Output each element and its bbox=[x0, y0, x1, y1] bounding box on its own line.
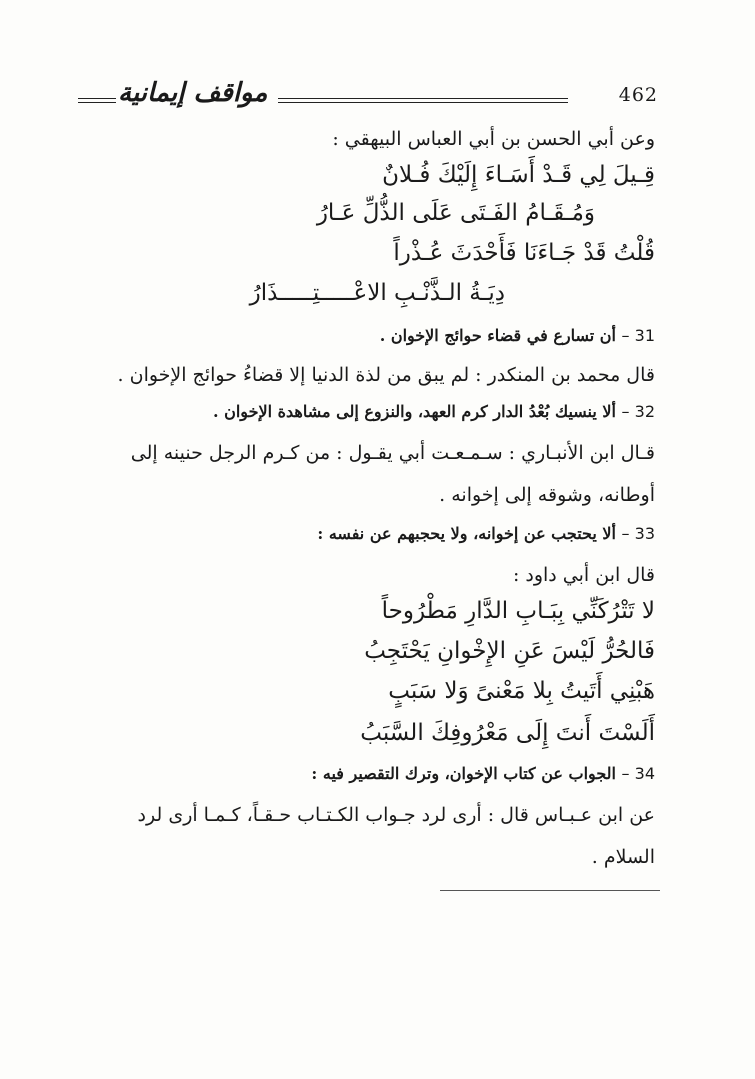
section-title: أن تسارع في قضاء حوائج الإخوان . bbox=[379, 326, 616, 345]
verse-2-first-hemistich: قُلْتُ قَدْ جَـاءَنَا فَأَحْدَثَ عُـذْراً bbox=[393, 240, 655, 266]
verse-4-first-hemistich: هَبْنِي أَتَيتُ بِلا مَعْنىً وَلا سَبَبٍ bbox=[388, 678, 655, 704]
paragraph-31: قال محمد بن المنكدر : لم يبق من لذة الدنيا إلا قضاءُ حوائج الإخوان . bbox=[117, 364, 655, 386]
footnote-separator bbox=[440, 890, 660, 891]
verse-2-second-hemistich: دِيَـةُ الـذَّنْـبِ الاعْـــــتِـــــذَارُ bbox=[249, 280, 505, 306]
paragraph-32-line-1: قـال ابن الأنبـاري : سـمـعـت أبي يقـول : من كـرم الرجل حنينه إلى bbox=[130, 442, 655, 464]
section-number: 34 – bbox=[621, 764, 655, 783]
section-title: ألا يحتجب عن إخوانه، ولا يحجبهم عن نفسه : bbox=[317, 524, 616, 543]
section-number: 32 – bbox=[621, 402, 655, 421]
page-header bbox=[78, 78, 658, 118]
verse-1-second-hemistich: وَمُـقَـامُ الفَـتَى عَلَى الذُّلِّ عَـارُ bbox=[316, 200, 595, 226]
section-number: 33 – bbox=[621, 524, 655, 543]
paragraph-34-line-2: السلام . bbox=[591, 846, 655, 868]
verse-3-second-hemistich: فَالحُرُّ لَيْسَ عَنِ الإِخْوانِ يَحْتَجِبُ bbox=[364, 638, 655, 664]
verse-3-first-hemistich: لا تَتْرُكَنِّي بِبَـابِ الدَّارِ مَطْرُوحاً bbox=[381, 598, 655, 624]
verse-1-first-hemistich: قِـيلَ لِي قَـدْ أَسَـاءَ إِلَيْكَ فُـلانٌ bbox=[382, 162, 655, 188]
section-title: ألا ينسيك بُعْدُ الدار كرم العهد، والنزوع إلى مشاهدة الإخوان . bbox=[212, 402, 616, 421]
section-title: الجواب عن كتاب الإخوان، وترك التقصير فيه : bbox=[311, 764, 616, 783]
section-heading-31 bbox=[380, 326, 655, 345]
section-heading-32 bbox=[213, 402, 655, 421]
header-rule-left bbox=[78, 98, 116, 103]
verse-4-second-hemistich: أَلَسْتَ أَنتَ إِلَى مَعْرُوفِكَ السَّبَبُ bbox=[360, 720, 655, 746]
page-number: 462 bbox=[618, 84, 658, 106]
paragraph-33: قال ابن أبي داود : bbox=[512, 564, 655, 586]
intro-line: وعن أبي الحسن بن أبي العباس البيهقي : bbox=[332, 128, 655, 150]
section-heading-33 bbox=[317, 524, 655, 543]
header-rule-right bbox=[278, 98, 568, 103]
section-number: 31 – bbox=[621, 326, 655, 345]
paragraph-32-line-2: أوطانه، وشوقه إلى إخوانه . bbox=[439, 484, 655, 506]
section-heading-34 bbox=[311, 764, 655, 783]
paragraph-34-line-1: عن ابن عـبـاس قال : أرى لرد جـواب الكـتـاب حـقـاً، كـمـا أرى لرد bbox=[137, 804, 655, 826]
running-title: مواقف إيمانية bbox=[118, 78, 268, 108]
